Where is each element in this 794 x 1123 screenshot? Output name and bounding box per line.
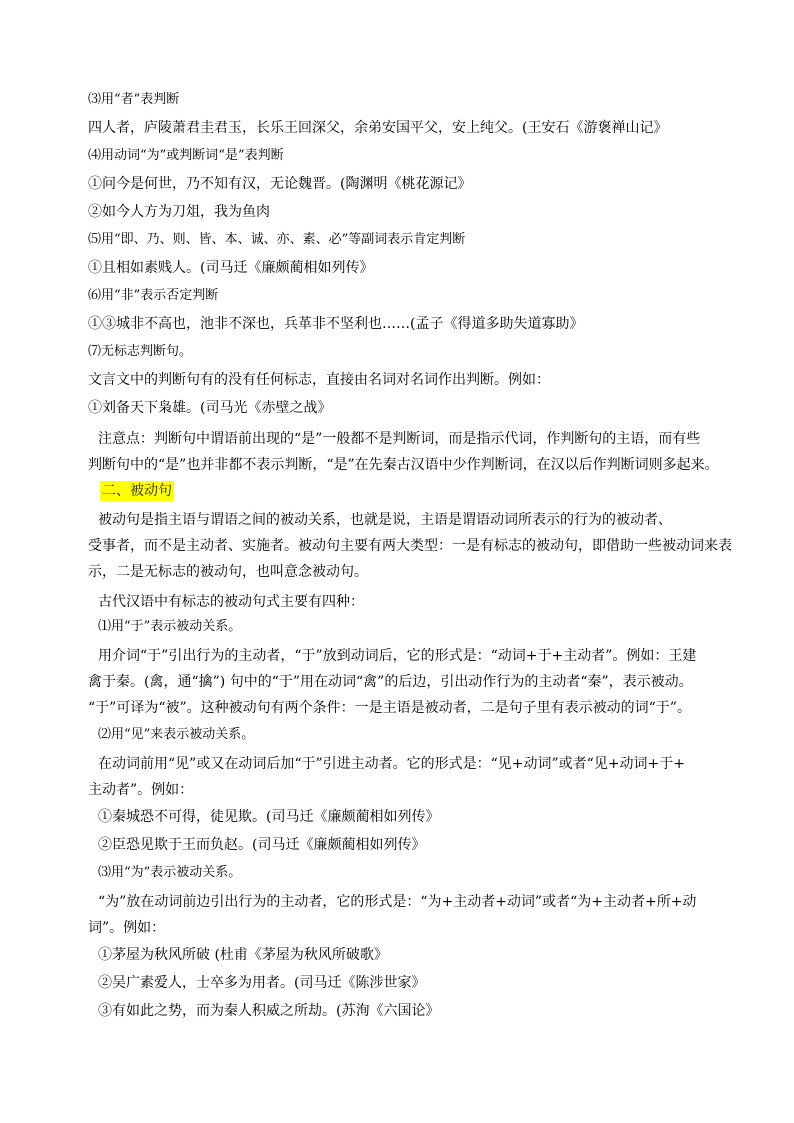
type-3-heading: ⑶用“为”表示被动关系。 xyxy=(98,865,242,880)
type-1-description-line-1: 用介词“于”引出行为的主动者，“于”放到动词后，它的形式是：“动词+于+主动者”。例如：王建 xyxy=(98,648,697,664)
item-6-example: ①③城非不高也，池非不深也，兵革非不坚利也……(孟子《得道多助失道寡助》 xyxy=(88,316,584,332)
section-2-types-intro: 古代汉语中有标志的被动句式主要有四种： xyxy=(98,594,364,610)
section-2-heading-row xyxy=(88,480,728,501)
type-2-heading: ⑵用“见”来表示被动关系。 xyxy=(98,727,255,742)
item-7-example: ①刘备天下枭雄。(司马光《赤壁之战》 xyxy=(88,400,332,416)
item-4-example-1: ①问今是何世，乃不知有汉，无论魏晋。(陶渊明《桃花源记》 xyxy=(88,176,472,192)
item-4-example-2: ②如今人方为刀俎，我为鱼肉 xyxy=(88,204,270,220)
type-2-description-line-1: 在动词前用“见”或又在动词后加“于”引进主动者。它的形式是：“见+动词”或者“见+动词+于+ xyxy=(98,756,686,772)
note-line-2: 判断句中的“是”也并非都不表示判断，“是”在先秦古汉语中少作判断词，在汉以后作判断词则多起来。 xyxy=(88,457,719,473)
type-1-description-line-3: “于”可译为“被”。这种被动句有两个条件：一是主语是被动者，二是句子里有表示被动的词“于”。 xyxy=(88,700,691,716)
section-2-intro-line-3: 示，二是无标志的被动句，也叫意念被动句。 xyxy=(88,564,368,580)
type-3-description-line-1: “为”放在动词前边引出行为的主动者，它的形式是：“为+主动者+动词”或者“为+主动者+所+动 xyxy=(98,894,697,910)
type-3-example-3: ③有如此之势，而为秦人积威之所劫。(苏洵《六国论》 xyxy=(98,1003,440,1019)
note-line-1: 注意点：判断句中谓语前出现的“是”一般都不是判断词，而是指示代词，作判断句的主语，而有些 xyxy=(98,431,701,447)
type-1-description-line-2: 禽于秦。(禽，通“擒”) 句中的“于”用在动词“禽”的后边，引出动作行为的主动者“秦”，表示被动。 xyxy=(88,674,693,690)
item-3-example: 四人者，庐陵萧君圭君玉，长乐王回深父，余弟安国平父，安上纯父。(王安石《游褒禅山记》 xyxy=(88,120,668,136)
document-content xyxy=(88,90,732,1021)
type-2-example-1: ①秦城恐不可得，徒见欺。(司马迁《廉颇蔺相如列传》 xyxy=(98,809,440,825)
section-2-heading: 二、被动句 xyxy=(102,483,172,499)
type-1-heading: ⑴用“于”表示被动关系。 xyxy=(98,619,242,634)
type-3-example-1: ①茅屋为秋风所破 (杜甫《茅屋为秋风所破歌》 xyxy=(98,947,388,963)
item-7-description: 文言文中的判断句有的没有任何标志，直接由名词对名词作出判断。例如： xyxy=(88,372,550,388)
type-3-description-line-2: 词”。例如： xyxy=(88,920,166,936)
item-5-example: ①且相如素贱人。(司马迁《廉颇蔺相如列传》 xyxy=(88,260,374,276)
type-2-description-line-2: 主动者”。例如： xyxy=(88,782,194,798)
item-3-heading: ⑶用“者”表判断 xyxy=(88,92,180,107)
item-6-heading: ⑹用“非”表示否定判断 xyxy=(88,288,219,303)
item-5-heading: ⑸用“即、乃、则、皆、本、诚、亦、素、必”等副词表示肯定判断 xyxy=(88,232,466,247)
type-3-example-2: ②吴广素爱人，士卒多为用者。(司马迁《陈涉世家》 xyxy=(98,975,426,991)
type-2-example-2: ②臣恐见欺于王而负赵。(司马迁《廉颇蔺相如列传》 xyxy=(98,837,426,853)
item-7-heading: ⑺无标志判断句。 xyxy=(88,344,193,359)
section-2-intro-line-2: 受事者，而不是主动者、实施者。被动句主要有两大类型：一是有标志的被动句，即借助一些被动词来表 xyxy=(88,538,732,554)
section-2-intro-line-1: 被动句是指主语与谓语之间的被动关系，也就是说，主语是谓语动词所表示的行为的被动者、 xyxy=(98,512,672,528)
item-4-heading: ⑷用动词“为”或判断词“是”表判断 xyxy=(88,148,284,163)
